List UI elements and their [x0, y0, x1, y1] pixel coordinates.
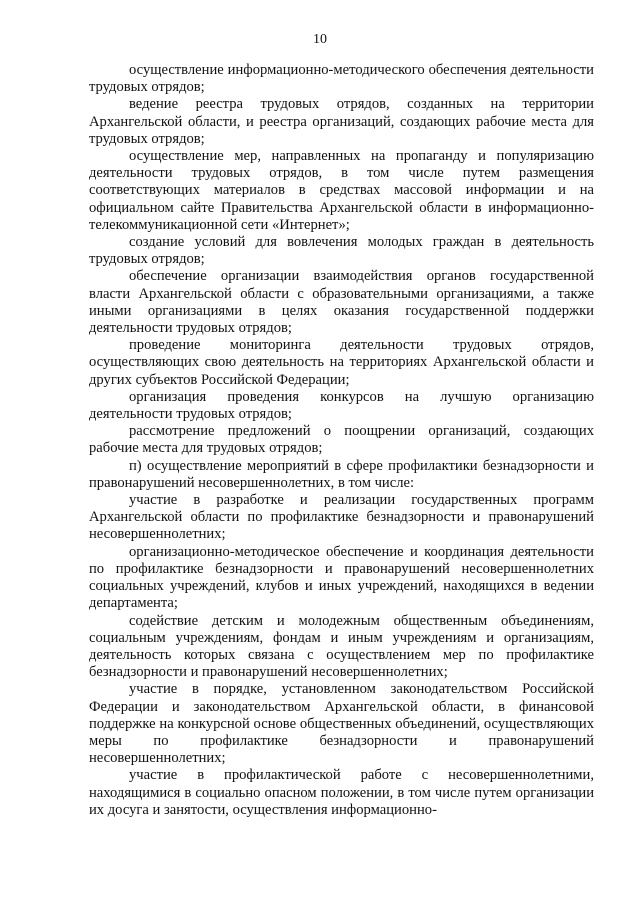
paragraph-encouragement-proposals: рассмотрение предложений о поощрении организаций, создающих рабочие места для трудовых отрядов;: [89, 423, 594, 457]
paragraph-info-methodological-support: осуществление информационно-методического обеспечения деятельности трудовых отрядов;: [89, 62, 594, 96]
paragraph-item-p-prevention: п) осуществление мероприятий в сфере профилактики безнадзорности и правонарушений несовершеннолетних, в том числе:: [89, 457, 594, 491]
paragraph-financial-support: участие в порядке, установленном законодательством Российской Федерации и законодательством Архангельской области, в финансовой поддержке на конкурсной основе общественных объединений, осуществляющих меры по профилактике безнадзорности и правонарушений несовершеннолетних;: [89, 681, 594, 767]
document-body: [89, 62, 594, 819]
paragraph-contests: организация проведения конкурсов на лучшую организацию деятельности трудовых отрядов;: [89, 388, 594, 423]
page-number: 10: [313, 32, 327, 47]
paragraph-assistance-associations: содействие детским и молодежным общественным объединениям, социальным учреждениям, фондам и иным учреждениям и организациям, деятельность которых связана с осуществлением мер по профилактике безнадзорности и правонарушений несовершеннолетних;: [89, 612, 594, 681]
paragraph-youth-involvement: создание условий для вовлечения молодых граждан в деятельность трудовых отрядов;: [89, 234, 594, 268]
paragraph-preventive-work: участие в профилактической работе с несовершеннолетними, находящимися в социально опасном положении, в том числе путем организации их досуга и занятости, осуществления информационно-: [89, 767, 594, 818]
paragraph-promotion-measures: осуществление мер, направленных на пропаганду и популяризацию деятельности трудовых отрядов, в том числе путем размещения соответствующих материалов в средствах массовой информации и на официальном сайте Правительства Архангельской области в информационно-телекоммуникационной сети «Интернет»;: [89, 148, 594, 233]
paragraph-interaction-organization: обеспечение организации взаимодействия органов государственной власти Архангельской области с образовательными организациями, а также иными организациями в целях оказания государственной поддержки деятельности трудовых отрядов;: [89, 268, 594, 337]
paragraph-coordination: организационно-методическое обеспечение и координация деятельности по профилактике безнадзорности и правонарушений несовершеннолетних социальных учреждений, клубов и иных учреждений, находящихся в ведении департамента;: [89, 543, 594, 612]
paragraph-registry-of-labor-teams: ведение реестра трудовых отрядов, созданных на территории Архангельской области, и реестра организаций, создающих рабочие места для трудовых отрядов;: [89, 96, 594, 147]
paragraph-state-programs: участие в разработке и реализации государственных программ Архангельской области по профилактике безнадзорности и правонарушений несовершеннолетних;: [89, 492, 594, 543]
paragraph-monitoring: проведение мониторинга деятельности трудовых отрядов, осуществляющих свою деятельность на территориях Архангельской области и других субъектов Российской Федерации;: [89, 337, 594, 388]
